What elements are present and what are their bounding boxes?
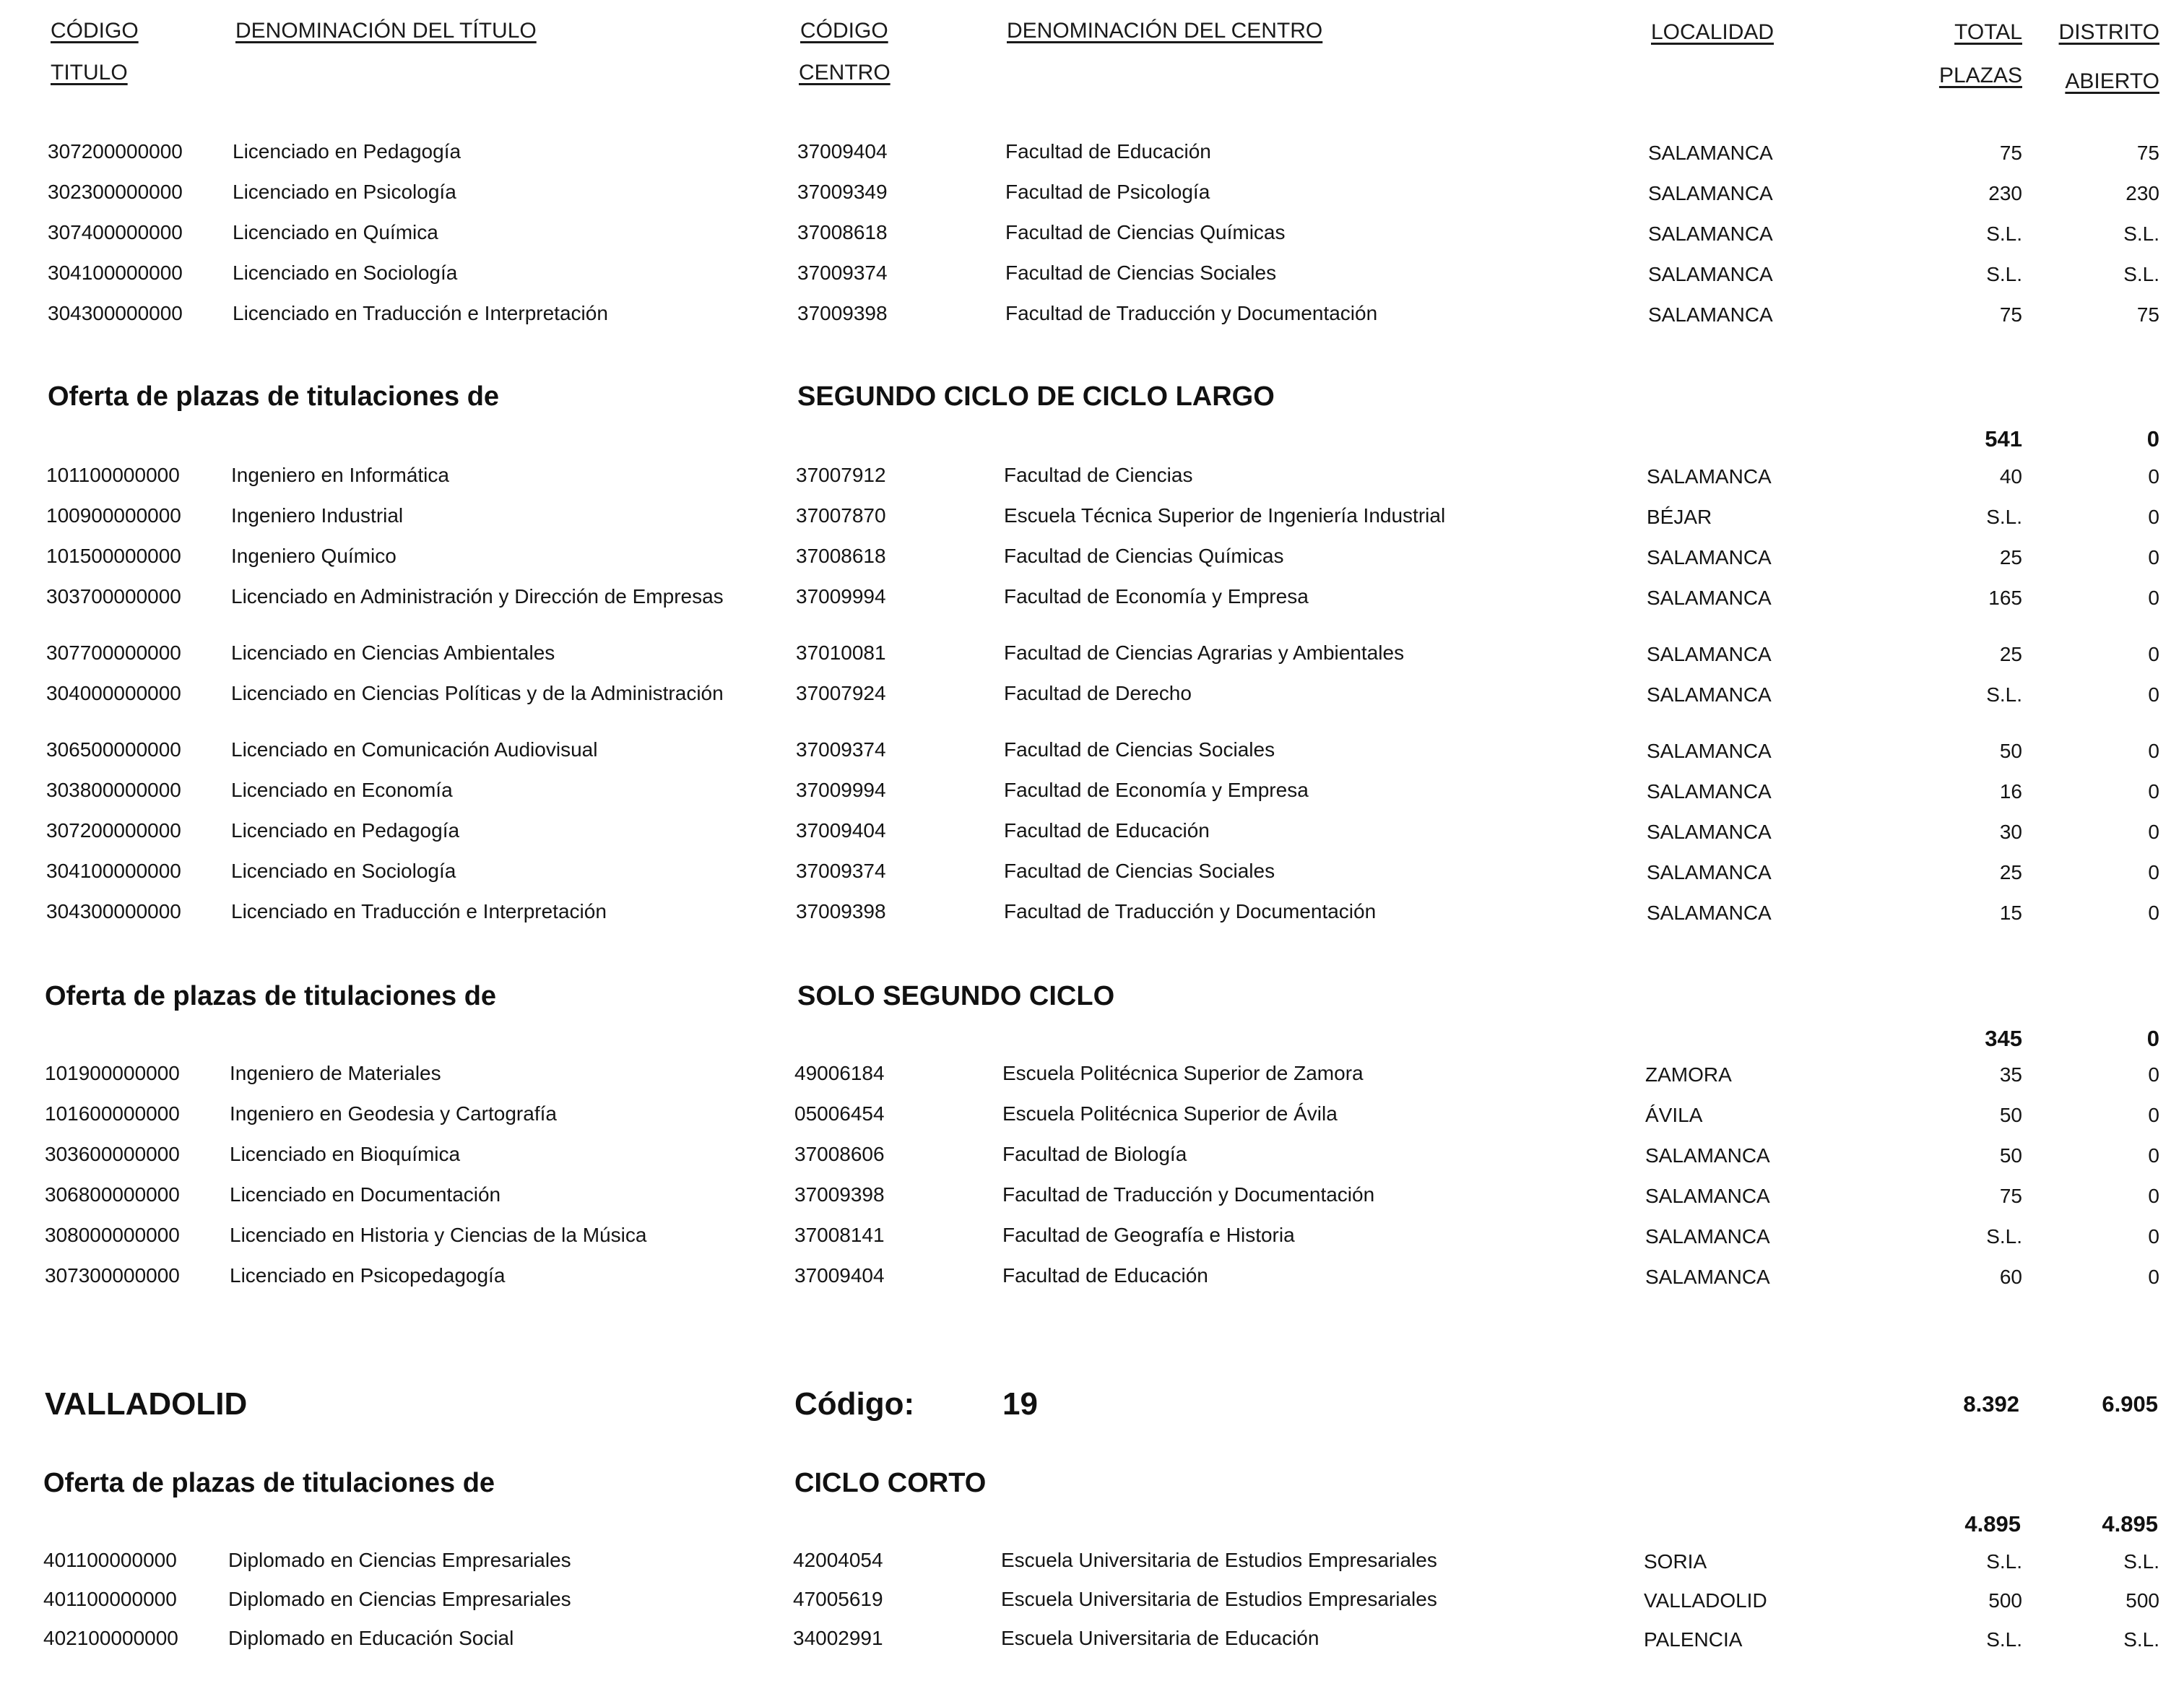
header-codigo-centro-1: CÓDIGO xyxy=(800,19,888,43)
group1-row-2-locality: SALAMANCA xyxy=(1648,222,1773,245)
section2-row-7-title: Licenciado en Economía xyxy=(231,779,453,801)
section2-row-1-open: 0 xyxy=(2148,506,2159,528)
group1-row-4-code: 304300000000 xyxy=(48,302,183,324)
section2-row-3-title: Licenciado en Administración y Dirección de Empresas xyxy=(231,585,724,608)
section3-row-2-center: Facultad de Biología xyxy=(1002,1143,1187,1165)
section3-row-0-total: 35 xyxy=(1999,1063,2022,1086)
group1-row-1-total: 230 xyxy=(1988,182,2022,204)
section3-row-5-total: 60 xyxy=(1999,1266,2022,1288)
section2-row-6-open: 0 xyxy=(2148,740,2159,762)
section4-row-1-total: 500 xyxy=(1988,1589,2022,1612)
group1-row-4-center-code: 37009398 xyxy=(797,302,888,324)
section2-row-8-center: Facultad de Educación xyxy=(1004,819,1210,842)
section2-row-3-center: Facultad de Economía y Empresa xyxy=(1004,585,1309,608)
section2-row-3-locality: SALAMANCA xyxy=(1647,587,1772,609)
section4-row-0-locality: SORIA xyxy=(1644,1550,1707,1573)
section3-row-1-code: 101600000000 xyxy=(45,1102,180,1125)
section3-label: Oferta de plazas de titulaciones de xyxy=(45,981,497,1011)
university-open: 6.905 xyxy=(2102,1391,2158,1417)
section3-row-0-locality: ZAMORA xyxy=(1645,1063,1732,1086)
section3-row-4-title: Licenciado en Historia y Ciencias de la Música xyxy=(230,1224,647,1246)
group1-row-4-open: 75 xyxy=(2136,303,2159,326)
section4-row-1-title: Diplomado en Ciencias Empresariales xyxy=(228,1588,571,1610)
section3-row-5-center: Facultad de Educación xyxy=(1002,1264,1208,1287)
section3-row-5-title: Licenciado en Psicopedagogía xyxy=(230,1264,506,1287)
group1-row-0-center-code: 37009404 xyxy=(797,140,888,163)
section2-row-8-open: 0 xyxy=(2148,821,2159,843)
section2-row-1-total: S.L. xyxy=(1986,506,2022,528)
header-total-plazas-1: TOTAL xyxy=(1954,20,2022,44)
section2-row-6-locality: SALAMANCA xyxy=(1647,740,1772,762)
section4-row-2-center-code: 34002991 xyxy=(793,1627,883,1649)
header-codigo-centro-2: CENTRO xyxy=(799,61,890,85)
section2-row-7-center-code: 37009994 xyxy=(796,779,886,801)
section3-total: 345 xyxy=(1985,1026,2022,1051)
section2-row-2-center: Facultad de Ciencias Químicas xyxy=(1004,545,1284,567)
section2-row-9-locality: SALAMANCA xyxy=(1647,861,1772,883)
group1-row-4-locality: SALAMANCA xyxy=(1648,303,1773,326)
section3-row-3-center: Facultad de Traducción y Documentación xyxy=(1002,1183,1375,1206)
header-codigo-titulo-2: TITULO xyxy=(51,61,128,85)
group1-row-0-code: 307200000000 xyxy=(48,140,183,163)
section3-row-3-code: 306800000000 xyxy=(45,1183,180,1206)
section2-row-1-code: 100900000000 xyxy=(46,504,181,527)
section3-row-4-center-code: 37008141 xyxy=(794,1224,885,1246)
section3-row-2-total: 50 xyxy=(1999,1144,2022,1167)
section2-row-0-locality: SALAMANCA xyxy=(1647,465,1772,488)
section2-row-5-open: 0 xyxy=(2148,683,2159,706)
section2-row-10-center: Facultad de Traducción y Documentación xyxy=(1004,900,1377,922)
section2-row-7-code: 303800000000 xyxy=(46,779,181,801)
section3-row-3-center-code: 37009398 xyxy=(794,1183,885,1206)
section2-row-3-total: 165 xyxy=(1988,587,2022,609)
header-localidad: LOCALIDAD xyxy=(1651,20,1774,44)
section2-row-5-code: 304000000000 xyxy=(46,682,181,704)
section3-row-3-open: 0 xyxy=(2148,1185,2159,1207)
section4-row-1-center-code: 47005619 xyxy=(793,1588,883,1610)
section4-row-0-center: Escuela Universitaria de Estudios Empresariales xyxy=(1001,1549,1437,1571)
section3-open: 0 xyxy=(2146,1026,2159,1051)
section2-row-4-open: 0 xyxy=(2148,643,2159,665)
section2-row-3-code: 303700000000 xyxy=(46,585,181,608)
section2-row-1-locality: BÉJAR xyxy=(1647,506,1712,528)
section3-row-2-center-code: 37008606 xyxy=(794,1143,885,1165)
section2-row-1-center-code: 37007870 xyxy=(796,504,886,527)
section3-row-1-center-code: 05006454 xyxy=(794,1102,885,1125)
section2-row-4-center-code: 37010081 xyxy=(796,641,886,664)
group1-row-3-locality: SALAMANCA xyxy=(1648,263,1773,285)
section4-row-2-locality: PALENCIA xyxy=(1644,1628,1743,1651)
section3-row-3-title: Licenciado en Documentación xyxy=(230,1183,501,1206)
section2-row-0-center-code: 37007912 xyxy=(796,464,886,486)
group1-row-3-center: Facultad de Ciencias Sociales xyxy=(1005,262,1277,284)
section2-row-2-locality: SALAMANCA xyxy=(1647,546,1772,569)
section3-row-2-open: 0 xyxy=(2148,1144,2159,1167)
header-denominacion-titulo: DENOMINACIÓN DEL TÍTULO xyxy=(235,19,537,43)
group1-row-1-center-code: 37009349 xyxy=(797,181,888,203)
section3-row-5-locality: SALAMANCA xyxy=(1645,1266,1770,1288)
section2-row-0-total: 40 xyxy=(1999,465,2022,488)
group1-row-2-center: Facultad de Ciencias Químicas xyxy=(1005,221,1286,243)
section3-row-5-center-code: 37009404 xyxy=(794,1264,885,1287)
section3-row-1-total: 50 xyxy=(1999,1104,2022,1126)
group1-row-1-locality: SALAMANCA xyxy=(1648,182,1773,204)
section4-row-1-center: Escuela Universitaria de Estudios Empresariales xyxy=(1001,1588,1437,1610)
group1-row-0-center: Facultad de Educación xyxy=(1005,140,1211,163)
section2-row-5-locality: SALAMANCA xyxy=(1647,683,1772,706)
section2-row-4-title: Licenciado en Ciencias Ambientales xyxy=(231,641,555,664)
university-code-label: Código: xyxy=(794,1386,915,1422)
section3-row-0-open: 0 xyxy=(2148,1063,2159,1086)
group1-row-2-open: S.L. xyxy=(2123,222,2159,245)
section4-row-2-open: S.L. xyxy=(2123,1628,2159,1651)
section2-row-0-open: 0 xyxy=(2148,465,2159,488)
university-total: 8.392 xyxy=(1963,1391,2019,1417)
section4-row-1-open: 500 xyxy=(2126,1589,2159,1612)
section2-row-10-center-code: 37009398 xyxy=(796,900,886,922)
group1-row-2-code: 307400000000 xyxy=(48,221,183,243)
section3-row-0-center: Escuela Politécnica Superior de Zamora xyxy=(1002,1062,1364,1084)
section2-row-4-code: 307700000000 xyxy=(46,641,181,664)
group1-row-3-title: Licenciado en Sociología xyxy=(233,262,458,284)
section2-row-7-total: 16 xyxy=(1999,780,2022,803)
section3-row-2-title: Licenciado en Bioquímica xyxy=(230,1143,461,1165)
section2-row-2-code: 101500000000 xyxy=(46,545,181,567)
section2-row-9-center: Facultad de Ciencias Sociales xyxy=(1004,860,1275,882)
section3-row-0-code: 101900000000 xyxy=(45,1062,180,1084)
section3-row-1-center: Escuela Politécnica Superior de Ávila xyxy=(1002,1102,1338,1125)
section2-row-9-title: Licenciado en Sociología xyxy=(231,860,456,882)
section2-row-2-total: 25 xyxy=(1999,546,2022,569)
group1-row-3-total: S.L. xyxy=(1986,263,2022,285)
group1-row-1-open: 230 xyxy=(2126,182,2159,204)
group1-row-2-center-code: 37008618 xyxy=(797,221,888,243)
section3-row-1-title: Ingeniero en Geodesia y Cartografía xyxy=(230,1102,557,1125)
group1-row-0-open: 75 xyxy=(2136,142,2159,164)
group1-row-2-total: S.L. xyxy=(1986,222,2022,245)
section4-row-0-title: Diplomado en Ciencias Empresariales xyxy=(228,1549,571,1571)
section2-row-2-open: 0 xyxy=(2148,546,2159,569)
section2-row-7-open: 0 xyxy=(2148,780,2159,803)
section3-row-4-locality: SALAMANCA xyxy=(1645,1225,1770,1248)
section3-row-1-open: 0 xyxy=(2148,1104,2159,1126)
section3-row-3-total: 75 xyxy=(1999,1185,2022,1207)
section4-row-2-title: Diplomado en Educación Social xyxy=(228,1627,514,1649)
section4-name: CICLO CORTO xyxy=(794,1468,987,1498)
group1-row-0-title: Licenciado en Pedagogía xyxy=(233,140,462,163)
section3-row-4-code: 308000000000 xyxy=(45,1224,180,1246)
section2-row-6-center-code: 37009374 xyxy=(796,738,886,761)
section3-row-4-open: 0 xyxy=(2148,1225,2159,1248)
section2-row-10-code: 304300000000 xyxy=(46,900,181,922)
group1-row-3-code: 304100000000 xyxy=(48,262,183,284)
section4-row-0-open: S.L. xyxy=(2123,1550,2159,1573)
section3-row-5-open: 0 xyxy=(2148,1266,2159,1288)
section2-row-4-locality: SALAMANCA xyxy=(1647,643,1772,665)
section2-row-5-total: S.L. xyxy=(1986,683,2022,706)
group1-row-1-code: 302300000000 xyxy=(48,181,183,203)
university-code: 19 xyxy=(1002,1386,1038,1422)
section4-row-2-total: S.L. xyxy=(1986,1628,2022,1651)
section2-row-5-title: Licenciado en Ciencias Políticas y de la Administración xyxy=(231,682,724,704)
section4-row-0-center-code: 42004054 xyxy=(793,1549,883,1571)
section2-row-10-total: 15 xyxy=(1999,902,2022,924)
section2-row-8-code: 307200000000 xyxy=(46,819,181,842)
section4-row-1-code: 401100000000 xyxy=(43,1588,177,1610)
section2-row-1-center: Escuela Técnica Superior de Ingeniería Industrial xyxy=(1004,504,1446,527)
section2-row-4-center: Facultad de Ciencias Agrarias y Ambientales xyxy=(1004,641,1405,664)
header-denominacion-centro: DENOMINACIÓN DEL CENTRO xyxy=(1007,19,1323,43)
section2-row-9-open: 0 xyxy=(2148,861,2159,883)
section2-row-1-title: Ingeniero Industrial xyxy=(231,504,404,527)
section2-total: 541 xyxy=(1985,426,2022,451)
section2-row-4-total: 25 xyxy=(1999,643,2022,665)
section3-row-4-total: S.L. xyxy=(1986,1225,2022,1248)
section2-row-10-open: 0 xyxy=(2148,902,2159,924)
group1-row-3-center-code: 37009374 xyxy=(797,262,888,284)
group1-row-4-total: 75 xyxy=(1999,303,2022,326)
section2-open: 0 xyxy=(2146,426,2159,451)
section2-row-6-title: Licenciado en Comunicación Audiovisual xyxy=(231,738,598,761)
section2-row-0-center: Facultad de Ciencias xyxy=(1004,464,1193,486)
header-distrito-abierto-1: DISTRITO xyxy=(2058,20,2159,44)
section2-row-2-title: Ingeniero Químico xyxy=(231,545,396,567)
section2-row-8-title: Licenciado en Pedagogía xyxy=(231,819,460,842)
group1-row-4-title: Licenciado en Traducción e Interpretación xyxy=(233,302,608,324)
section2-row-5-center: Facultad de Derecho xyxy=(1004,682,1192,704)
section2-row-10-title: Licenciado en Traducción e Interpretación xyxy=(231,900,607,922)
section3-row-3-locality: SALAMANCA xyxy=(1645,1185,1770,1207)
section4-row-2-code: 402100000000 xyxy=(43,1627,178,1649)
section2-row-9-center-code: 37009374 xyxy=(796,860,886,882)
section2-row-9-total: 25 xyxy=(1999,861,2022,883)
section3-row-2-locality: SALAMANCA xyxy=(1645,1144,1770,1167)
section2-row-5-center-code: 37007924 xyxy=(796,682,886,704)
section2-row-0-code: 101100000000 xyxy=(46,464,180,486)
section2-row-3-center-code: 37009994 xyxy=(796,585,886,608)
section2-row-6-center: Facultad de Ciencias Sociales xyxy=(1004,738,1275,761)
section3-row-4-center: Facultad de Geografía e Historia xyxy=(1002,1224,1295,1246)
group1-row-2-title: Licenciado en Química xyxy=(233,221,438,243)
section3-row-2-code: 303600000000 xyxy=(45,1143,180,1165)
group1-row-4-center: Facultad de Traducción y Documentación xyxy=(1005,302,1378,324)
section4-row-2-center: Escuela Universitaria de Educación xyxy=(1001,1627,1320,1649)
section2-row-8-total: 30 xyxy=(1999,821,2022,843)
section3-row-0-title: Ingeniero de Materiales xyxy=(230,1062,441,1084)
section2-row-2-center-code: 37008618 xyxy=(796,545,886,567)
section2-row-8-center-code: 37009404 xyxy=(796,819,886,842)
section4-row-1-locality: VALLADOLID xyxy=(1644,1589,1767,1612)
section2-row-3-open: 0 xyxy=(2148,587,2159,609)
section2-name: SEGUNDO CICLO DE CICLO LARGO xyxy=(797,381,1275,412)
section2-label: Oferta de plazas de titulaciones de xyxy=(48,381,500,412)
section3-name: SOLO SEGUNDO CICLO xyxy=(797,981,1115,1011)
section2-row-7-locality: SALAMANCA xyxy=(1647,780,1772,803)
header-codigo-titulo-1: CÓDIGO xyxy=(51,19,139,43)
section4-label: Oferta de plazas de titulaciones de xyxy=(43,1468,495,1498)
section2-row-0-title: Ingeniero en Informática xyxy=(231,464,449,486)
section2-row-8-locality: SALAMANCA xyxy=(1647,821,1772,843)
group1-row-0-locality: SALAMANCA xyxy=(1648,142,1773,164)
section2-row-6-total: 50 xyxy=(1999,740,2022,762)
header-total-plazas-2: PLAZAS xyxy=(1938,64,2022,87)
group1-row-3-open: S.L. xyxy=(2123,263,2159,285)
section4-total: 4.895 xyxy=(1964,1511,2021,1537)
section4-row-0-code: 401100000000 xyxy=(43,1549,177,1571)
section3-row-0-center-code: 49006184 xyxy=(794,1062,885,1084)
university-name: VALLADOLID xyxy=(45,1386,248,1422)
section2-row-10-locality: SALAMANCA xyxy=(1647,902,1772,924)
section4-row-0-total: S.L. xyxy=(1986,1550,2022,1573)
group1-row-0-total: 75 xyxy=(1999,142,2022,164)
section3-row-1-locality: ÁVILA xyxy=(1645,1104,1703,1126)
section4-open: 4.895 xyxy=(2102,1511,2158,1537)
group1-row-1-title: Licenciado en Psicología xyxy=(233,181,456,203)
section2-row-7-center: Facultad de Economía y Empresa xyxy=(1004,779,1309,801)
header-distrito-abierto-2: ABIERTO xyxy=(2065,69,2159,93)
group1-row-1-center: Facultad de Psicología xyxy=(1005,181,1210,203)
section3-row-5-code: 307300000000 xyxy=(45,1264,180,1287)
section2-row-9-code: 304100000000 xyxy=(46,860,181,882)
section2-row-6-code: 306500000000 xyxy=(46,738,181,761)
